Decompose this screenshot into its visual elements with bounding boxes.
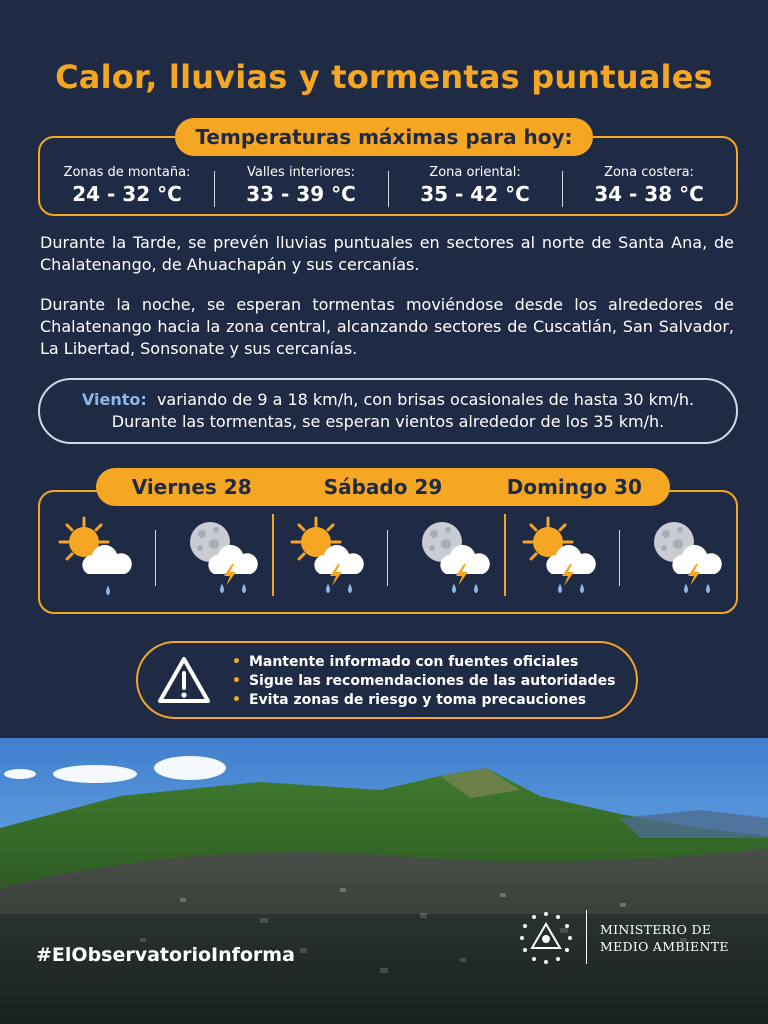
- alert-item: • Sigue las recomendaciones de las autoridades: [232, 672, 615, 691]
- zone-label: Zona costera:: [604, 165, 694, 180]
- alert-list: [232, 653, 615, 710]
- divider: [155, 530, 156, 586]
- page-title: Calor, lluvias y tormentas puntuales: [55, 58, 713, 96]
- temperatures-heading: Temperaturas máximas para hoy:: [175, 118, 593, 156]
- wind-line-2: Durante las tormentas, se esperan vientos alrededor de los 35 km/h.: [111, 412, 665, 431]
- night-forecast: Durante la noche, se esperan tormentas moviéndose desde los alrededores de Chalatenango hacia la zona central, alcanzando sectores de Cuscatlán, San Salvador, La Libertad, Sonsonate y sus cercanías.: [40, 295, 734, 358]
- wind-panel: [38, 378, 738, 444]
- zone-value: 34 - 38 °C: [594, 182, 704, 206]
- zone-label: Valles interiores:: [246, 165, 356, 180]
- divider: [619, 530, 620, 586]
- alert-item: • Evita zonas de riesgo y toma precauciones: [232, 691, 615, 710]
- zone-east: [388, 165, 562, 211]
- zone-value: 33 - 39 °C: [246, 182, 356, 206]
- zone-value: 24 - 32 °C: [72, 182, 182, 206]
- temperature-zones: [40, 165, 736, 211]
- moon-cloud-storm-icon: [176, 512, 262, 604]
- day-friday: [40, 508, 272, 608]
- day-name: Domingo 30: [506, 475, 642, 499]
- hashtag: #ElObservatorioInforma: [36, 944, 295, 966]
- day-saturday: [272, 508, 504, 608]
- weather-icons: [40, 508, 736, 608]
- alert-item: • Mantente informado con fuentes oficiales: [232, 653, 615, 672]
- wind-line-1: [40, 389, 736, 411]
- ministry-logo: [516, 908, 746, 968]
- zone-valleys: [214, 165, 388, 211]
- day-sunday: [504, 508, 736, 608]
- ministry-line-2: MEDIO AMBIENTE: [600, 939, 729, 954]
- sun-cloud-storm-icon: [282, 512, 368, 604]
- days-header: [96, 468, 670, 506]
- logo-divider: [586, 910, 587, 964]
- wind-text: variando de 9 a 18 km/h, con brisas ocasionales de hasta 30 km/h.: [156, 390, 695, 409]
- coat-of-arms-icon: [516, 908, 576, 968]
- sun-cloud-rain-icon: [50, 512, 136, 604]
- afternoon-forecast: Durante la Tarde, se prevén lluvias puntuales en sectores al norte de Santa Ana, de Chalatenango, de Ahuachapán y sus cercanías.: [40, 233, 734, 274]
- zone-coast: [562, 165, 736, 211]
- moon-cloud-storm-icon: [408, 512, 494, 604]
- sun-cloud-storm-icon: [514, 512, 600, 604]
- safety-alert: [136, 641, 638, 719]
- day-name: Viernes 28: [131, 475, 252, 499]
- ministry-line-1: MINISTERIO DE: [600, 922, 712, 937]
- divider: [387, 530, 388, 586]
- warning-icon: [156, 653, 212, 707]
- zone-label: Zona oriental:: [429, 165, 521, 180]
- wind-label: Viento:: [81, 390, 147, 409]
- ministry-name: [600, 921, 729, 955]
- moon-cloud-storm-icon: [640, 512, 726, 604]
- volcano-landscape-image: [0, 678, 768, 1024]
- zone-label: Zonas de montaña:: [63, 165, 191, 180]
- day-name: Sábado 29: [323, 475, 443, 499]
- zone-mountains: [40, 165, 214, 211]
- zone-value: 35 - 42 °C: [420, 182, 530, 206]
